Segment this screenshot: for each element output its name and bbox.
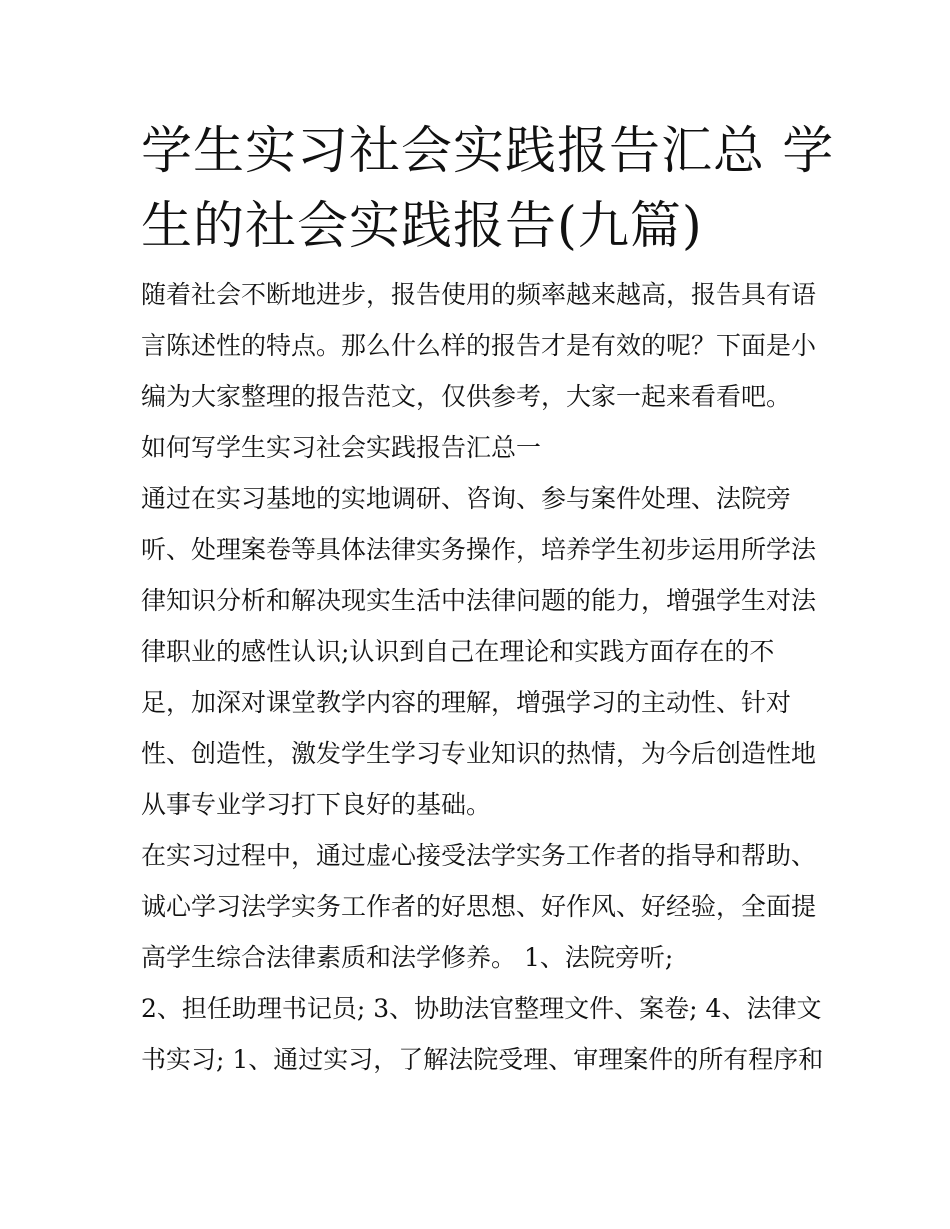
document-title: [141, 114, 835, 264]
text-line: 书实习; 1、通过实习，了解法院受理、审理案件的所有程序和: [141, 1045, 824, 1074]
text-line: 律知识分析和解决现实生活中法律问题的能力，增强学生对法: [141, 586, 817, 615]
document-body: [141, 269, 824, 1085]
text-line: 从事专业学习打下良好的基础。: [141, 790, 492, 819]
text-line: 言陈述性的特点。那么什么样的报告才是有效的呢？下面是小: [141, 331, 817, 360]
text-line: 律职业的感性认识;认识到自己在理论和实践方面存在的不: [141, 637, 775, 666]
text-line: 诚心学习法学实务工作者的好思想、好作风、好经验，全面提: [141, 892, 817, 921]
text-line: 随着社会不断地进步，报告使用的频率越来越高，报告具有语: [141, 280, 817, 309]
paragraph-2: [141, 830, 816, 983]
title-line: 学生实习社会实践报告汇总 学: [141, 122, 835, 181]
paragraph-3: [141, 983, 824, 1085]
text-line: 通过在实习基地的实地调研、咨询、参与案件处理、法院旁: [141, 484, 792, 513]
text-line: 足，加深对课堂教学内容的理解，增强学习的主动性、针对: [141, 688, 792, 717]
text-line: 2、担任助理书记员; 3、协助法官整理文件、案卷; 4、法律文: [141, 994, 822, 1023]
intro-paragraph: [141, 269, 816, 422]
paragraph-1: [141, 473, 816, 830]
section-heading: 如何写学生实习社会实践报告汇总一: [141, 433, 542, 462]
text-line: 高学生综合法律素质和法学修养。 1、法院旁听;: [141, 943, 674, 972]
title-line: 生的社会实践报告(九篇): [141, 197, 703, 256]
text-line: 性、创造性，激发学生学习专业知识的热情，为今后创造性地: [141, 739, 817, 768]
text-line: 听、处理案卷等具体法律实务操作，培养学生初步运用所学法: [141, 535, 817, 564]
document-content: [141, 114, 835, 1085]
text-line: 在实习过程中，通过虚心接受法学实务工作者的指导和帮助、: [141, 841, 817, 870]
text-line: 编为大家整理的报告范文，仅供参考，大家一起来看看吧。: [141, 382, 792, 411]
